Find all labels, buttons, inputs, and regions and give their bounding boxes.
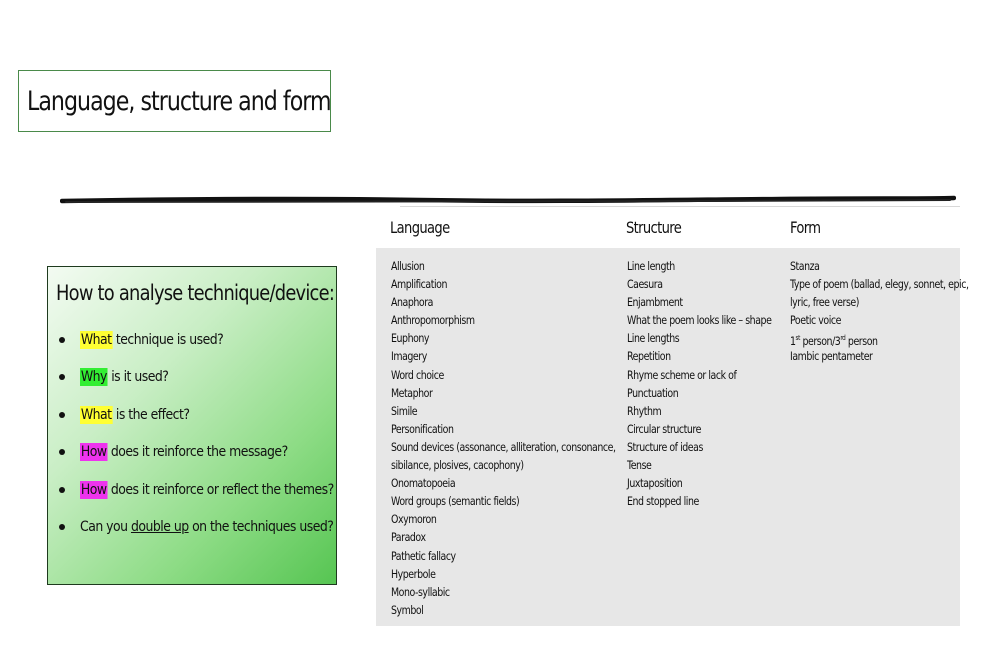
- language-item: Word choice: [391, 367, 444, 382]
- form-item-person: [790, 329, 968, 347]
- highlight-why: Why: [80, 369, 107, 386]
- structure-item: Rhyme scheme or lack of: [627, 367, 737, 382]
- divider-rule: [60, 194, 956, 206]
- bullet-icon: [59, 487, 65, 493]
- language-item: Symbol: [391, 602, 424, 617]
- structure-item: End stopped line: [627, 494, 699, 509]
- structure-item: Line length: [627, 259, 675, 273]
- howto-item-rest: on the techniques used?: [188, 519, 334, 536]
- howto-item: [56, 509, 334, 547]
- howto-item: [56, 359, 326, 397]
- bullet-icon: [59, 449, 65, 455]
- howto-item: [56, 434, 326, 472]
- howto-item-rest: is the effect?: [112, 406, 190, 423]
- page-title: Language, structure and form: [27, 85, 331, 117]
- structure-item: Juxtaposition: [627, 476, 683, 491]
- howto-heading: How to analyse technique/device:: [56, 281, 335, 305]
- form-item: lyric, free verse): [790, 295, 860, 310]
- language-list: [391, 257, 665, 619]
- form-list: [790, 257, 1000, 366]
- highlight-how: How: [80, 481, 107, 498]
- howto-item-text: [80, 519, 333, 535]
- language-item: Imagery: [391, 349, 427, 364]
- highlight-what: What: [80, 406, 112, 423]
- language-item: Personification: [391, 421, 454, 436]
- language-item: Paradox: [391, 530, 426, 545]
- structure-item: Structure of ideas: [627, 439, 703, 454]
- bullet-icon: [59, 412, 65, 418]
- structure-item: Enjambment: [627, 295, 683, 310]
- howto-item-rest: is it used?: [107, 369, 169, 386]
- structure-item: Repetition: [627, 349, 671, 364]
- title-box: [18, 70, 331, 132]
- structure-header: Structure: [626, 218, 682, 237]
- highlight-how: How: [80, 444, 107, 461]
- howto-item: [56, 471, 334, 509]
- structure-item: Circular structure: [627, 421, 701, 436]
- language-item: Amplification: [391, 277, 447, 292]
- howto-item-text: [80, 332, 223, 348]
- howto-item-text: [80, 444, 288, 460]
- structure-item: Rhythm: [627, 403, 662, 418]
- howto-item-text: [80, 369, 168, 385]
- form-item: Stanza: [790, 259, 820, 273]
- person-third-sup: rd: [840, 334, 846, 343]
- language-item: Pathetic fallacy: [391, 548, 456, 563]
- divider-thin: [400, 206, 960, 207]
- form-item: Type of poem (ballad, elegy, sonnet, epic,: [790, 277, 969, 292]
- form-header: Form: [790, 218, 821, 237]
- howto-item-text: [80, 407, 190, 423]
- structure-list: [627, 257, 803, 510]
- language-item: sibilance, plosives, cacophony): [391, 458, 524, 473]
- howto-list: [56, 321, 334, 546]
- language-item: Euphony: [391, 331, 430, 346]
- highlight-what: What: [80, 331, 112, 348]
- person-end: person: [845, 334, 878, 349]
- language-item: Sound devices (assonance, alliteration, consonance,: [391, 439, 616, 454]
- howto-item: [56, 396, 326, 434]
- howto-item: [56, 321, 326, 359]
- structure-item: Tense: [627, 458, 652, 473]
- bullet-icon: [59, 524, 65, 530]
- howto-item-rest: does it reinforce or reflect the themes?: [107, 481, 334, 498]
- howto-item-prefix: Can you: [80, 519, 131, 536]
- structure-item: Line lengths: [627, 331, 680, 346]
- form-item: Poetic voice: [790, 313, 841, 328]
- person-first-num: 1: [790, 334, 796, 349]
- language-item: Mono-syllabic: [391, 584, 450, 599]
- bullet-icon: [59, 337, 65, 343]
- howto-item-rest: does it reinforce the message?: [107, 444, 288, 461]
- structure-item: Punctuation: [627, 385, 679, 400]
- language-item: Allusion: [391, 259, 425, 273]
- person-third-num: 3: [834, 334, 841, 349]
- underlined-phrase: double up: [130, 519, 189, 536]
- language-item: Metaphor: [391, 385, 433, 400]
- howto-item-text: [80, 482, 334, 498]
- language-item: Hyperbole: [391, 566, 436, 581]
- howto-item-rest: technique is used?: [112, 331, 224, 348]
- language-item: Anaphora: [391, 295, 433, 310]
- howto-box: [47, 266, 337, 585]
- bullet-icon: [59, 374, 65, 380]
- language-item: Word groups (semantic fields): [391, 494, 520, 509]
- structure-item: Caesura: [627, 277, 663, 292]
- form-item: Iambic pentameter: [790, 349, 873, 364]
- person-mid: person/: [799, 334, 835, 349]
- language-header: Language: [390, 218, 450, 237]
- language-item: Onomatopoeia: [391, 476, 456, 491]
- person-first-sup: st: [795, 334, 800, 343]
- language-item: Simile: [391, 403, 418, 418]
- structure-item: What the poem looks like – shape: [627, 313, 772, 328]
- language-item: Oxymoron: [391, 512, 437, 527]
- language-item: Anthropomorphism: [391, 313, 475, 328]
